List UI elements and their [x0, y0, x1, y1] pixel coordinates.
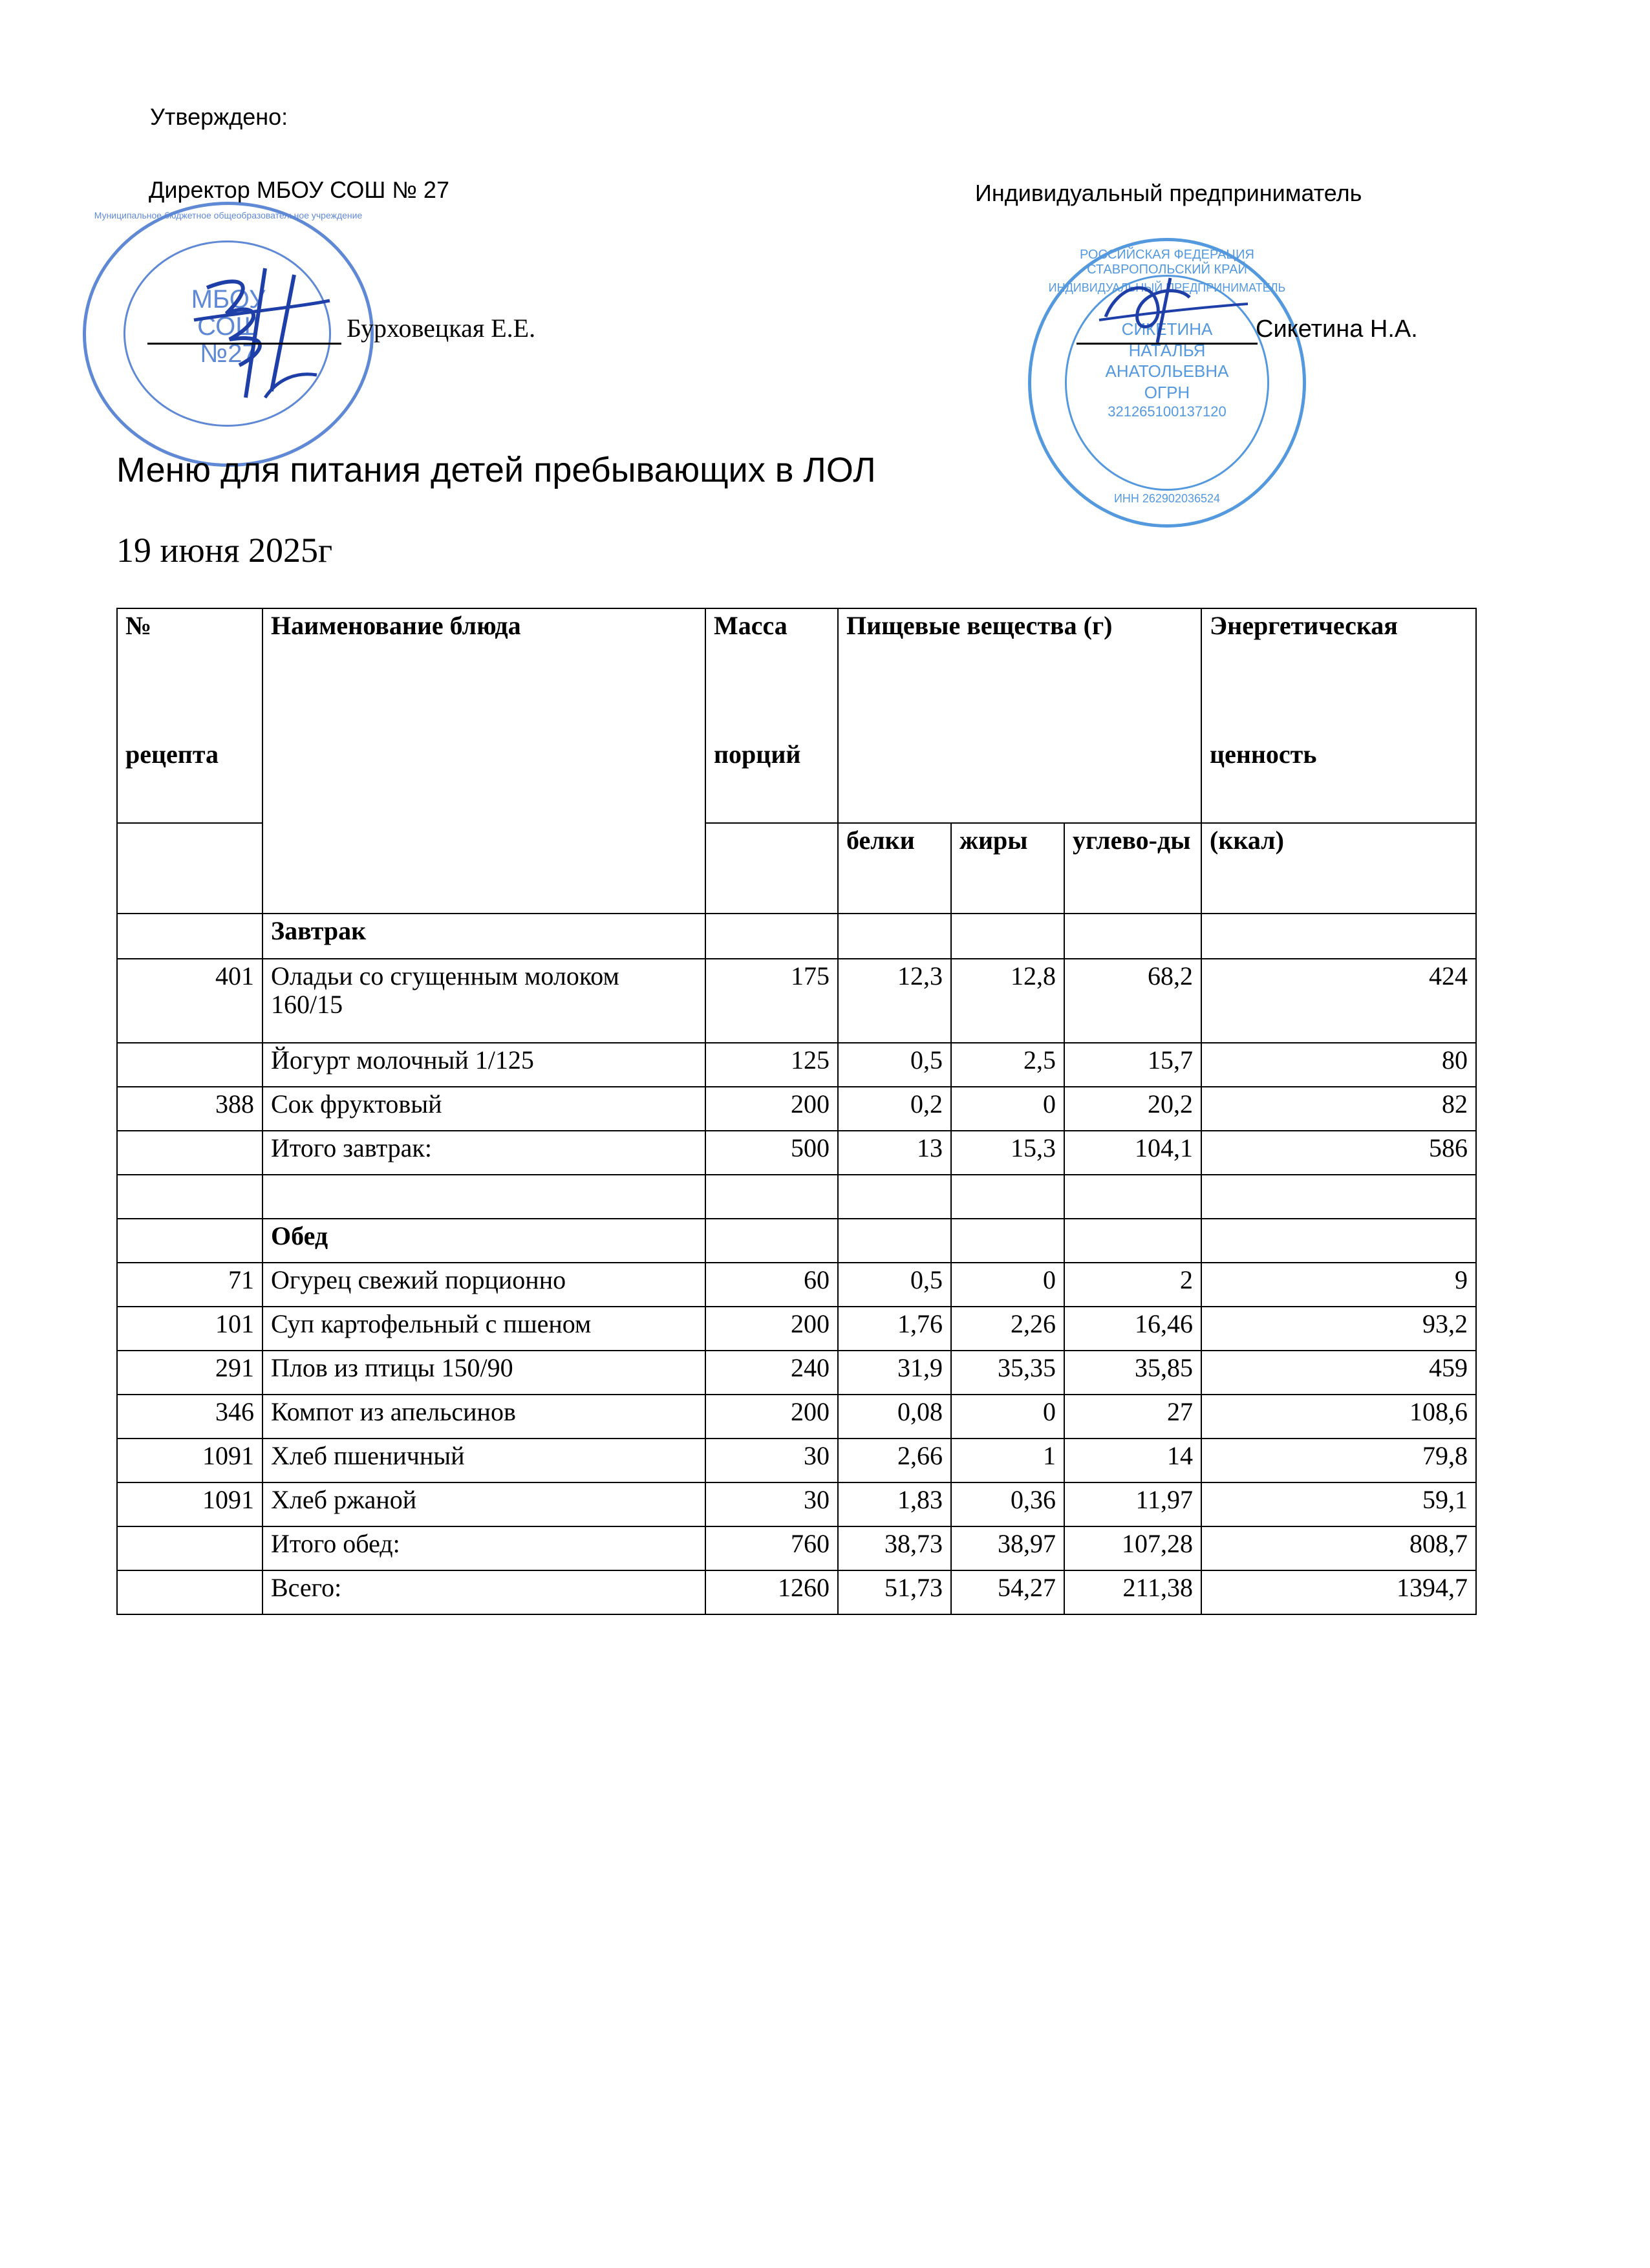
mass-cell: 240	[705, 1351, 838, 1395]
mass-cell: 760	[705, 1526, 838, 1570]
header-nutrients: Пищевые вещества (г)	[838, 608, 1201, 823]
stamp-ring-top: РОССИЙСКАЯ ФЕДЕРАЦИЯ СТАВРОПОЛЬСКИЙ КРАЙ	[1080, 248, 1254, 277]
proteins-cell: 0,2	[838, 1087, 951, 1131]
carbs-cell	[1064, 1219, 1201, 1263]
dish-name-cell: Огурец свежий порционно	[262, 1263, 705, 1307]
left-signature-line	[147, 343, 341, 345]
stamp-center-3: АНАТОЛЬЕВНА	[1105, 361, 1229, 381]
header-energy: Энергетическая	[1201, 608, 1476, 738]
kcal-cell: 9	[1201, 1263, 1476, 1307]
carbs-cell	[1064, 1175, 1201, 1219]
table-row	[117, 1351, 1476, 1395]
fats-cell: 12,8	[951, 959, 1064, 1043]
carbs-cell	[1064, 914, 1201, 959]
kcal-cell	[1201, 914, 1476, 959]
recipe-number-cell	[117, 1131, 262, 1175]
recipe-number-cell	[117, 1175, 262, 1219]
recipe-number-cell	[117, 1526, 262, 1570]
header-empty-cell	[117, 823, 262, 914]
mass-cell	[705, 1175, 838, 1219]
header-carbs: углево-ды	[1064, 823, 1201, 914]
header-mass-portion: порций	[705, 738, 838, 823]
proteins-cell: 12,3	[838, 959, 951, 1043]
menu-date: 19 июня 2025г	[116, 531, 333, 570]
proteins-cell: 1,83	[838, 1482, 951, 1526]
carbs-cell: 35,85	[1064, 1351, 1201, 1395]
mass-cell: 200	[705, 1087, 838, 1131]
fats-cell: 54,27	[951, 1570, 1064, 1614]
dish-name-cell: Плов из птицы 150/90	[262, 1351, 705, 1395]
kcal-cell	[1201, 1175, 1476, 1219]
mass-cell: 30	[705, 1439, 838, 1482]
proteins-cell: 2,66	[838, 1439, 951, 1482]
header-mass: Масса	[705, 608, 838, 738]
header-no-recipe: рецепта	[117, 738, 262, 823]
kcal-cell: 79,8	[1201, 1439, 1476, 1482]
table-row	[117, 1263, 1476, 1307]
recipe-number-cell: 101	[117, 1307, 262, 1351]
dish-name-cell: Компот из апельсинов	[262, 1395, 705, 1439]
blank-row	[117, 1175, 1476, 1219]
mass-cell: 175	[705, 959, 838, 1043]
proteins-cell: 1,76	[838, 1307, 951, 1351]
carbs-cell: 16,46	[1064, 1307, 1201, 1351]
school-stamp-line-1: МБОУ	[191, 285, 266, 314]
kcal-cell: 808,7	[1201, 1526, 1476, 1570]
recipe-number-cell: 1091	[117, 1439, 262, 1482]
fats-cell: 2,5	[951, 1043, 1064, 1087]
right-position: Индивидуальный предприниматель	[975, 180, 1362, 206]
header-energy-value: ценность	[1201, 738, 1476, 823]
kcal-cell: 424	[1201, 959, 1476, 1043]
kcal-cell: 459	[1201, 1351, 1476, 1395]
recipe-number-cell	[117, 1570, 262, 1614]
table-row	[117, 1526, 1476, 1570]
table-row	[117, 1439, 1476, 1482]
table-row	[117, 1087, 1476, 1131]
dish-name-cell: Суп картофельный с пшеном	[262, 1307, 705, 1351]
header-kcal: (ккал)	[1201, 823, 1476, 914]
kcal-cell: 1394,7	[1201, 1570, 1476, 1614]
stamp-center-1: СИКЕТИНА	[1121, 319, 1213, 339]
header-dish-name: Наименование блюда	[262, 608, 705, 914]
mass-cell: 125	[705, 1043, 838, 1087]
proteins-cell: 38,73	[838, 1526, 951, 1570]
dish-name-cell: Обед	[262, 1219, 705, 1263]
proteins-cell	[838, 914, 951, 959]
table-row	[117, 959, 1476, 1043]
fats-cell: 2,26	[951, 1307, 1064, 1351]
proteins-cell: 0,5	[838, 1043, 951, 1087]
table-row	[117, 1307, 1476, 1351]
page-title: Меню для питания детей пребывающих в ЛОЛ	[116, 451, 876, 489]
fats-cell: 35,35	[951, 1351, 1064, 1395]
carbs-cell: 2	[1064, 1263, 1201, 1307]
recipe-number-cell	[117, 914, 262, 959]
entrepreneur-signature	[1093, 272, 1261, 349]
dish-name-cell: Завтрак	[262, 914, 705, 959]
carbs-cell: 107,28	[1064, 1526, 1201, 1570]
school-stamp-ring-text: Муниципальное бюджетное общеобразовательное учреждение	[94, 210, 363, 220]
dish-name-cell: Хлеб пшеничный	[262, 1439, 705, 1482]
carbs-cell: 20,2	[1064, 1087, 1201, 1131]
mass-cell	[705, 1219, 838, 1263]
table-row	[117, 1043, 1476, 1087]
mass-cell: 200	[705, 1395, 838, 1439]
proteins-cell: 51,73	[838, 1570, 951, 1614]
proteins-cell	[838, 1219, 951, 1263]
carbs-cell: 104,1	[1064, 1131, 1201, 1175]
proteins-cell: 31,9	[838, 1351, 951, 1395]
kcal-cell: 82	[1201, 1087, 1476, 1131]
header-no: №	[117, 608, 262, 738]
header-fats: жиры	[951, 823, 1064, 914]
school-stamp-line-3: №27	[200, 339, 257, 368]
fats-cell: 0	[951, 1087, 1064, 1131]
fats-cell	[951, 1175, 1064, 1219]
header-proteins: белки	[838, 823, 951, 914]
table-row	[117, 1395, 1476, 1439]
kcal-cell	[1201, 1219, 1476, 1263]
recipe-number-cell: 71	[117, 1263, 262, 1307]
fats-cell: 38,97	[951, 1526, 1064, 1570]
fats-cell: 1	[951, 1439, 1064, 1482]
carbs-cell: 27	[1064, 1395, 1201, 1439]
dish-name-cell: Итого завтрак:	[262, 1131, 705, 1175]
fats-cell: 0	[951, 1395, 1064, 1439]
director-signature	[168, 262, 336, 411]
carbs-cell: 211,38	[1064, 1570, 1201, 1614]
dish-name-cell: Всего:	[262, 1570, 705, 1614]
carbs-cell: 15,7	[1064, 1043, 1201, 1087]
proteins-cell	[838, 1175, 951, 1219]
right-signature-line	[1077, 343, 1258, 345]
stamp-ring-inner: ИНДИВИДУАЛЬНЫЙ ПРЕДПРИНИМАТЕЛЬ	[1048, 281, 1286, 294]
recipe-number-cell	[117, 1043, 262, 1087]
header-empty-cell	[705, 823, 838, 914]
recipe-number-cell	[117, 1219, 262, 1263]
approved-label: Утверждено:	[150, 103, 288, 130]
proteins-cell: 0,5	[838, 1263, 951, 1307]
mass-cell: 1260	[705, 1570, 838, 1614]
table-header-row-1	[117, 608, 1476, 738]
stamp-center-5: 321265100137120	[1108, 403, 1227, 420]
left-position: Директор МБОУ СОШ № 27	[149, 177, 449, 203]
dish-name-cell: Сок фруктовый	[262, 1087, 705, 1131]
dish-name-cell	[262, 1175, 705, 1219]
right-signer-name: Сикетина Н.А.	[1256, 316, 1418, 343]
stamp-center-4: ОГРН	[1144, 382, 1190, 402]
kcal-cell: 59,1	[1201, 1482, 1476, 1526]
recipe-number-cell: 388	[117, 1087, 262, 1131]
carbs-cell: 68,2	[1064, 959, 1201, 1043]
kcal-cell: 93,2	[1201, 1307, 1476, 1351]
table-row	[117, 1482, 1476, 1526]
mass-cell: 60	[705, 1263, 838, 1307]
mass-cell: 200	[705, 1307, 838, 1351]
carbs-cell: 11,97	[1064, 1482, 1201, 1526]
recipe-number-cell: 1091	[117, 1482, 262, 1526]
dish-name-cell: Йогурт молочный 1/125	[262, 1043, 705, 1087]
table-row	[117, 1131, 1476, 1175]
dish-name-cell: Оладьи со сгущенным молоком 160/15	[262, 959, 705, 1043]
fats-cell: 0,36	[951, 1482, 1064, 1526]
mass-cell: 500	[705, 1131, 838, 1175]
mass-cell	[705, 914, 838, 959]
table-row	[117, 1570, 1476, 1614]
fats-cell: 0	[951, 1263, 1064, 1307]
fats-cell	[951, 914, 1064, 959]
mass-cell: 30	[705, 1482, 838, 1526]
proteins-cell: 13	[838, 1131, 951, 1175]
menu-table	[116, 608, 1477, 1615]
section-row	[117, 1219, 1476, 1263]
kcal-cell: 80	[1201, 1043, 1476, 1087]
dish-name-cell: Итого обед:	[262, 1526, 705, 1570]
school-stamp-line-2: СОШ	[197, 312, 259, 341]
kcal-cell: 586	[1201, 1131, 1476, 1175]
fats-cell: 15,3	[951, 1131, 1064, 1175]
stamp-center-2: НАТАЛЬЯ	[1128, 340, 1206, 360]
kcal-cell: 108,6	[1201, 1395, 1476, 1439]
proteins-cell: 0,08	[838, 1395, 951, 1439]
recipe-number-cell: 346	[117, 1395, 262, 1439]
recipe-number-cell: 291	[117, 1351, 262, 1395]
carbs-cell: 14	[1064, 1439, 1201, 1482]
stamp-ring-bottom: ИНН 262902036524	[1113, 492, 1221, 505]
section-row	[117, 914, 1476, 959]
left-signer-name: Бурховецкая Е.Е.	[347, 314, 536, 343]
dish-name-cell: Хлеб ржаной	[262, 1482, 705, 1526]
recipe-number-cell: 401	[117, 959, 262, 1043]
menu-body	[117, 914, 1476, 1614]
fats-cell	[951, 1219, 1064, 1263]
